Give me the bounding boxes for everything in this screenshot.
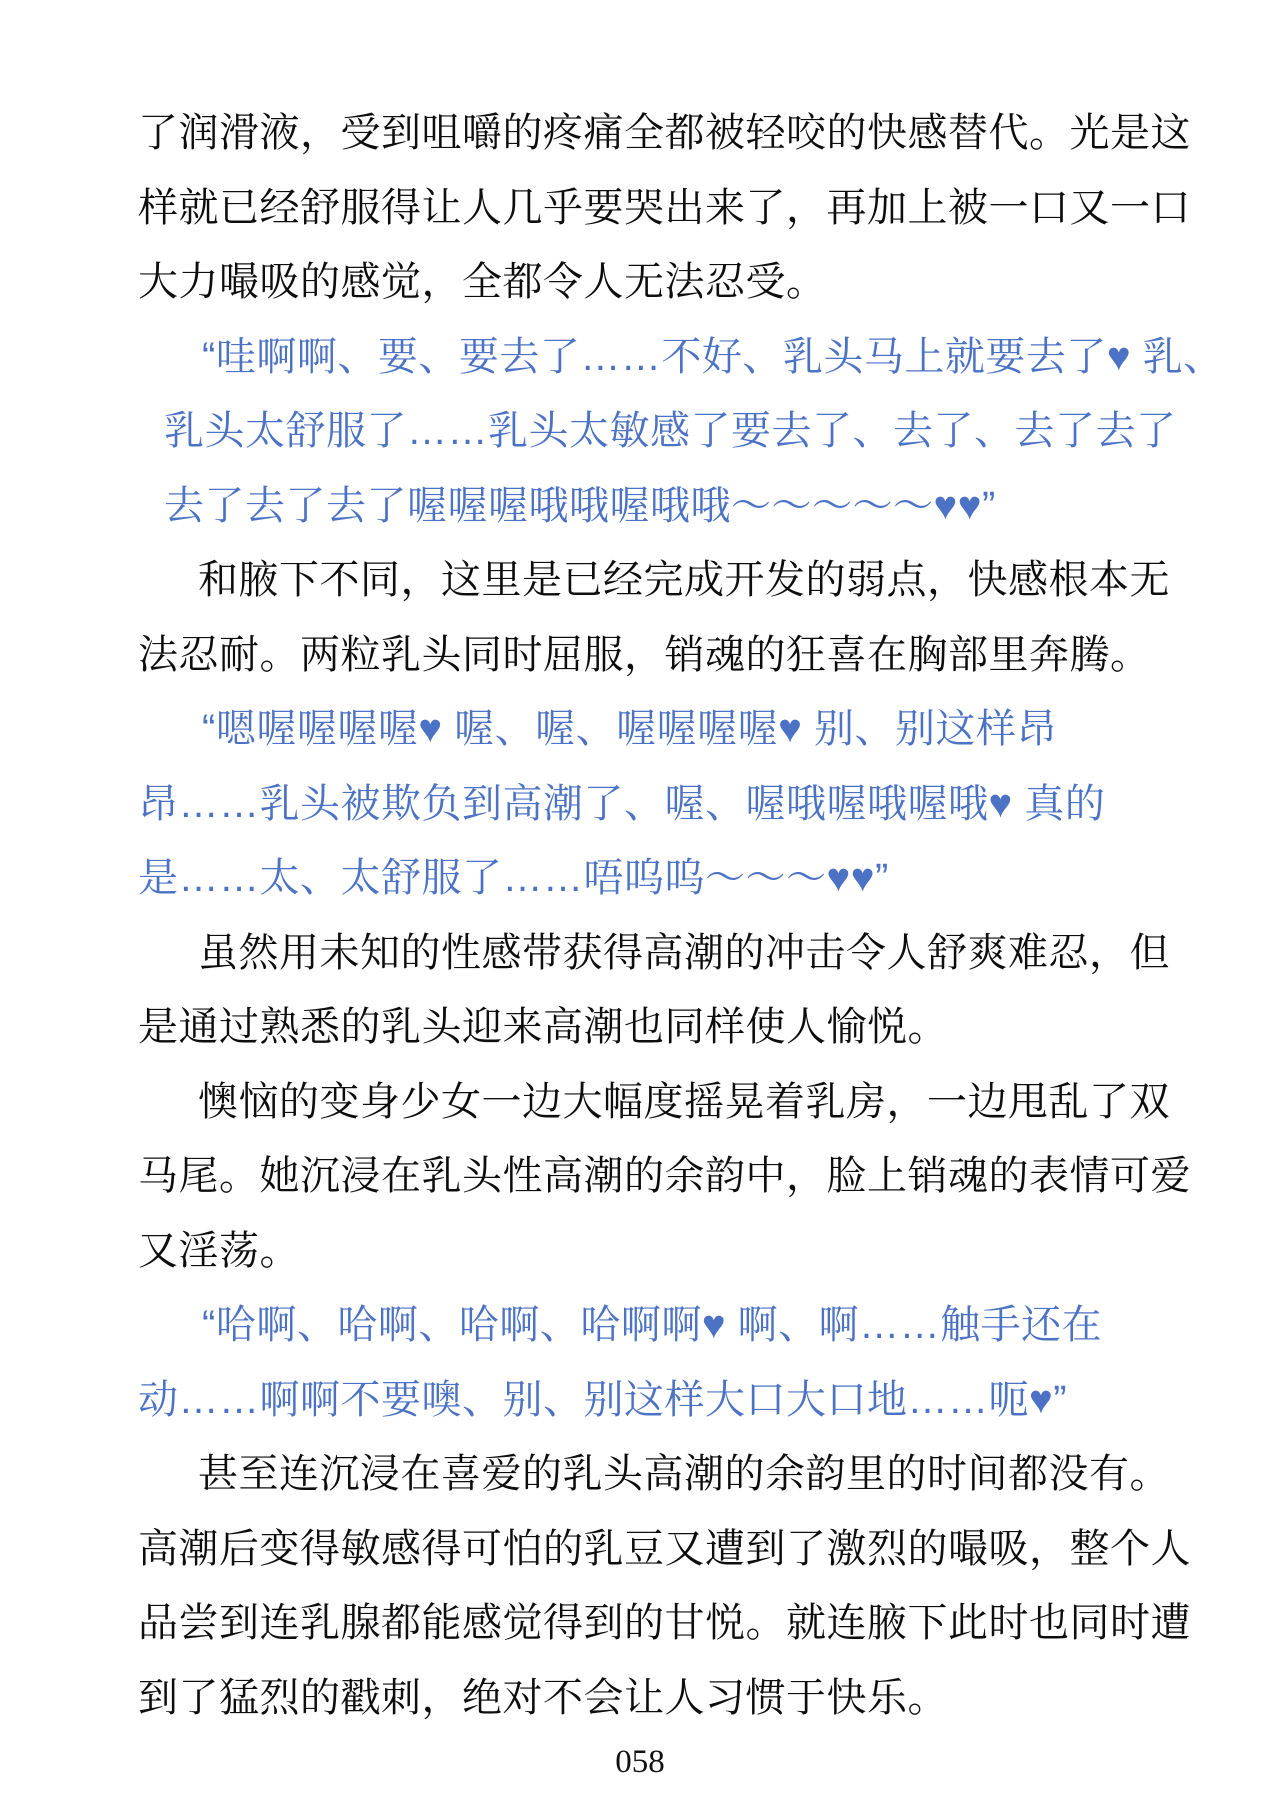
- narration-line: 虽然用未知的性感带获得高潮的冲击令人舒爽难忍，但: [198, 930, 1170, 975]
- dialogue-line: “哇啊啊、要、要去了……不好、乳头马上就要去了♥ 乳、: [202, 334, 1224, 379]
- dialogue-line: 动……啊啊不要噢、别、别这样大口大口地……呃♥”: [138, 1377, 1068, 1422]
- narration-line: 甚至连沉浸在喜爱的乳头高潮的余韵里的时间都没有。: [198, 1452, 1170, 1496]
- narration-line: 是通过熟悉的乳头迎来高潮也同样使人愉悦。: [138, 1005, 948, 1049]
- dialogue-line: 去了去了去了喔喔喔哦哦喔哦哦～～～～～♥♥”: [164, 483, 996, 528]
- narration-line: 了润滑液，受到咀嚼的疼痛全都被轻咬的快感替代。光是这: [138, 111, 1191, 155]
- page-number: 058: [615, 1744, 665, 1780]
- narration-line: 品尝到连乳腺都能感觉得到的甘悦。就连腋下此时也同时遭: [138, 1601, 1191, 1645]
- narration-line: 又淫荡。: [138, 1228, 300, 1273]
- dialogue-line: “嗯喔喔喔喔♥ 喔、喔、喔喔喔喔♥ 别、别这样昂: [202, 707, 1058, 751]
- dialogue-line: 是……太、太舒服了……唔呜呜～～～♥♥”: [138, 856, 889, 900]
- page-text: [138, 96, 1224, 1735]
- dialogue-line: 昂……乳头被欺负到高潮了、喔、喔哦喔哦喔哦♥ 真的: [138, 781, 1106, 826]
- narration-line: 马尾。她沉浸在乳头性高潮的余韵中，脸上销魂的表情可爱: [138, 1154, 1191, 1198]
- narration-line: 懊恼的变身少女一边大幅度摇晃着乳房，一边甩乱了双: [198, 1079, 1170, 1124]
- dialogue-line: “哈啊、哈啊、哈啊、哈啊啊♥ 啊、啊……触手还在: [202, 1303, 1103, 1347]
- narration-line: 大力嘬吸的感觉，全都令人无法忍受。: [138, 260, 827, 304]
- narration-line: 法忍耐。两粒乳头同时屈服，销魂的狂喜在胸部里奔腾。: [138, 632, 1151, 677]
- narration-line: 样就已经舒服得让人几乎要哭出来了，再加上被一口又一口: [138, 185, 1191, 230]
- narration-line: 到了猛烈的戳刺，绝对不会让人习惯于快乐。: [138, 1675, 948, 1720]
- dialogue-line: 乳头太舒服了……乳头太敏感了要去了、去了、去了去了: [164, 409, 1177, 453]
- narration-line: 和腋下不同，这里是已经完成开发的弱点，快感根本无: [198, 558, 1170, 602]
- narration-line: 高潮后变得敏感得可怕的乳豆又遭到了激烈的嘬吸，整个人: [138, 1526, 1191, 1571]
